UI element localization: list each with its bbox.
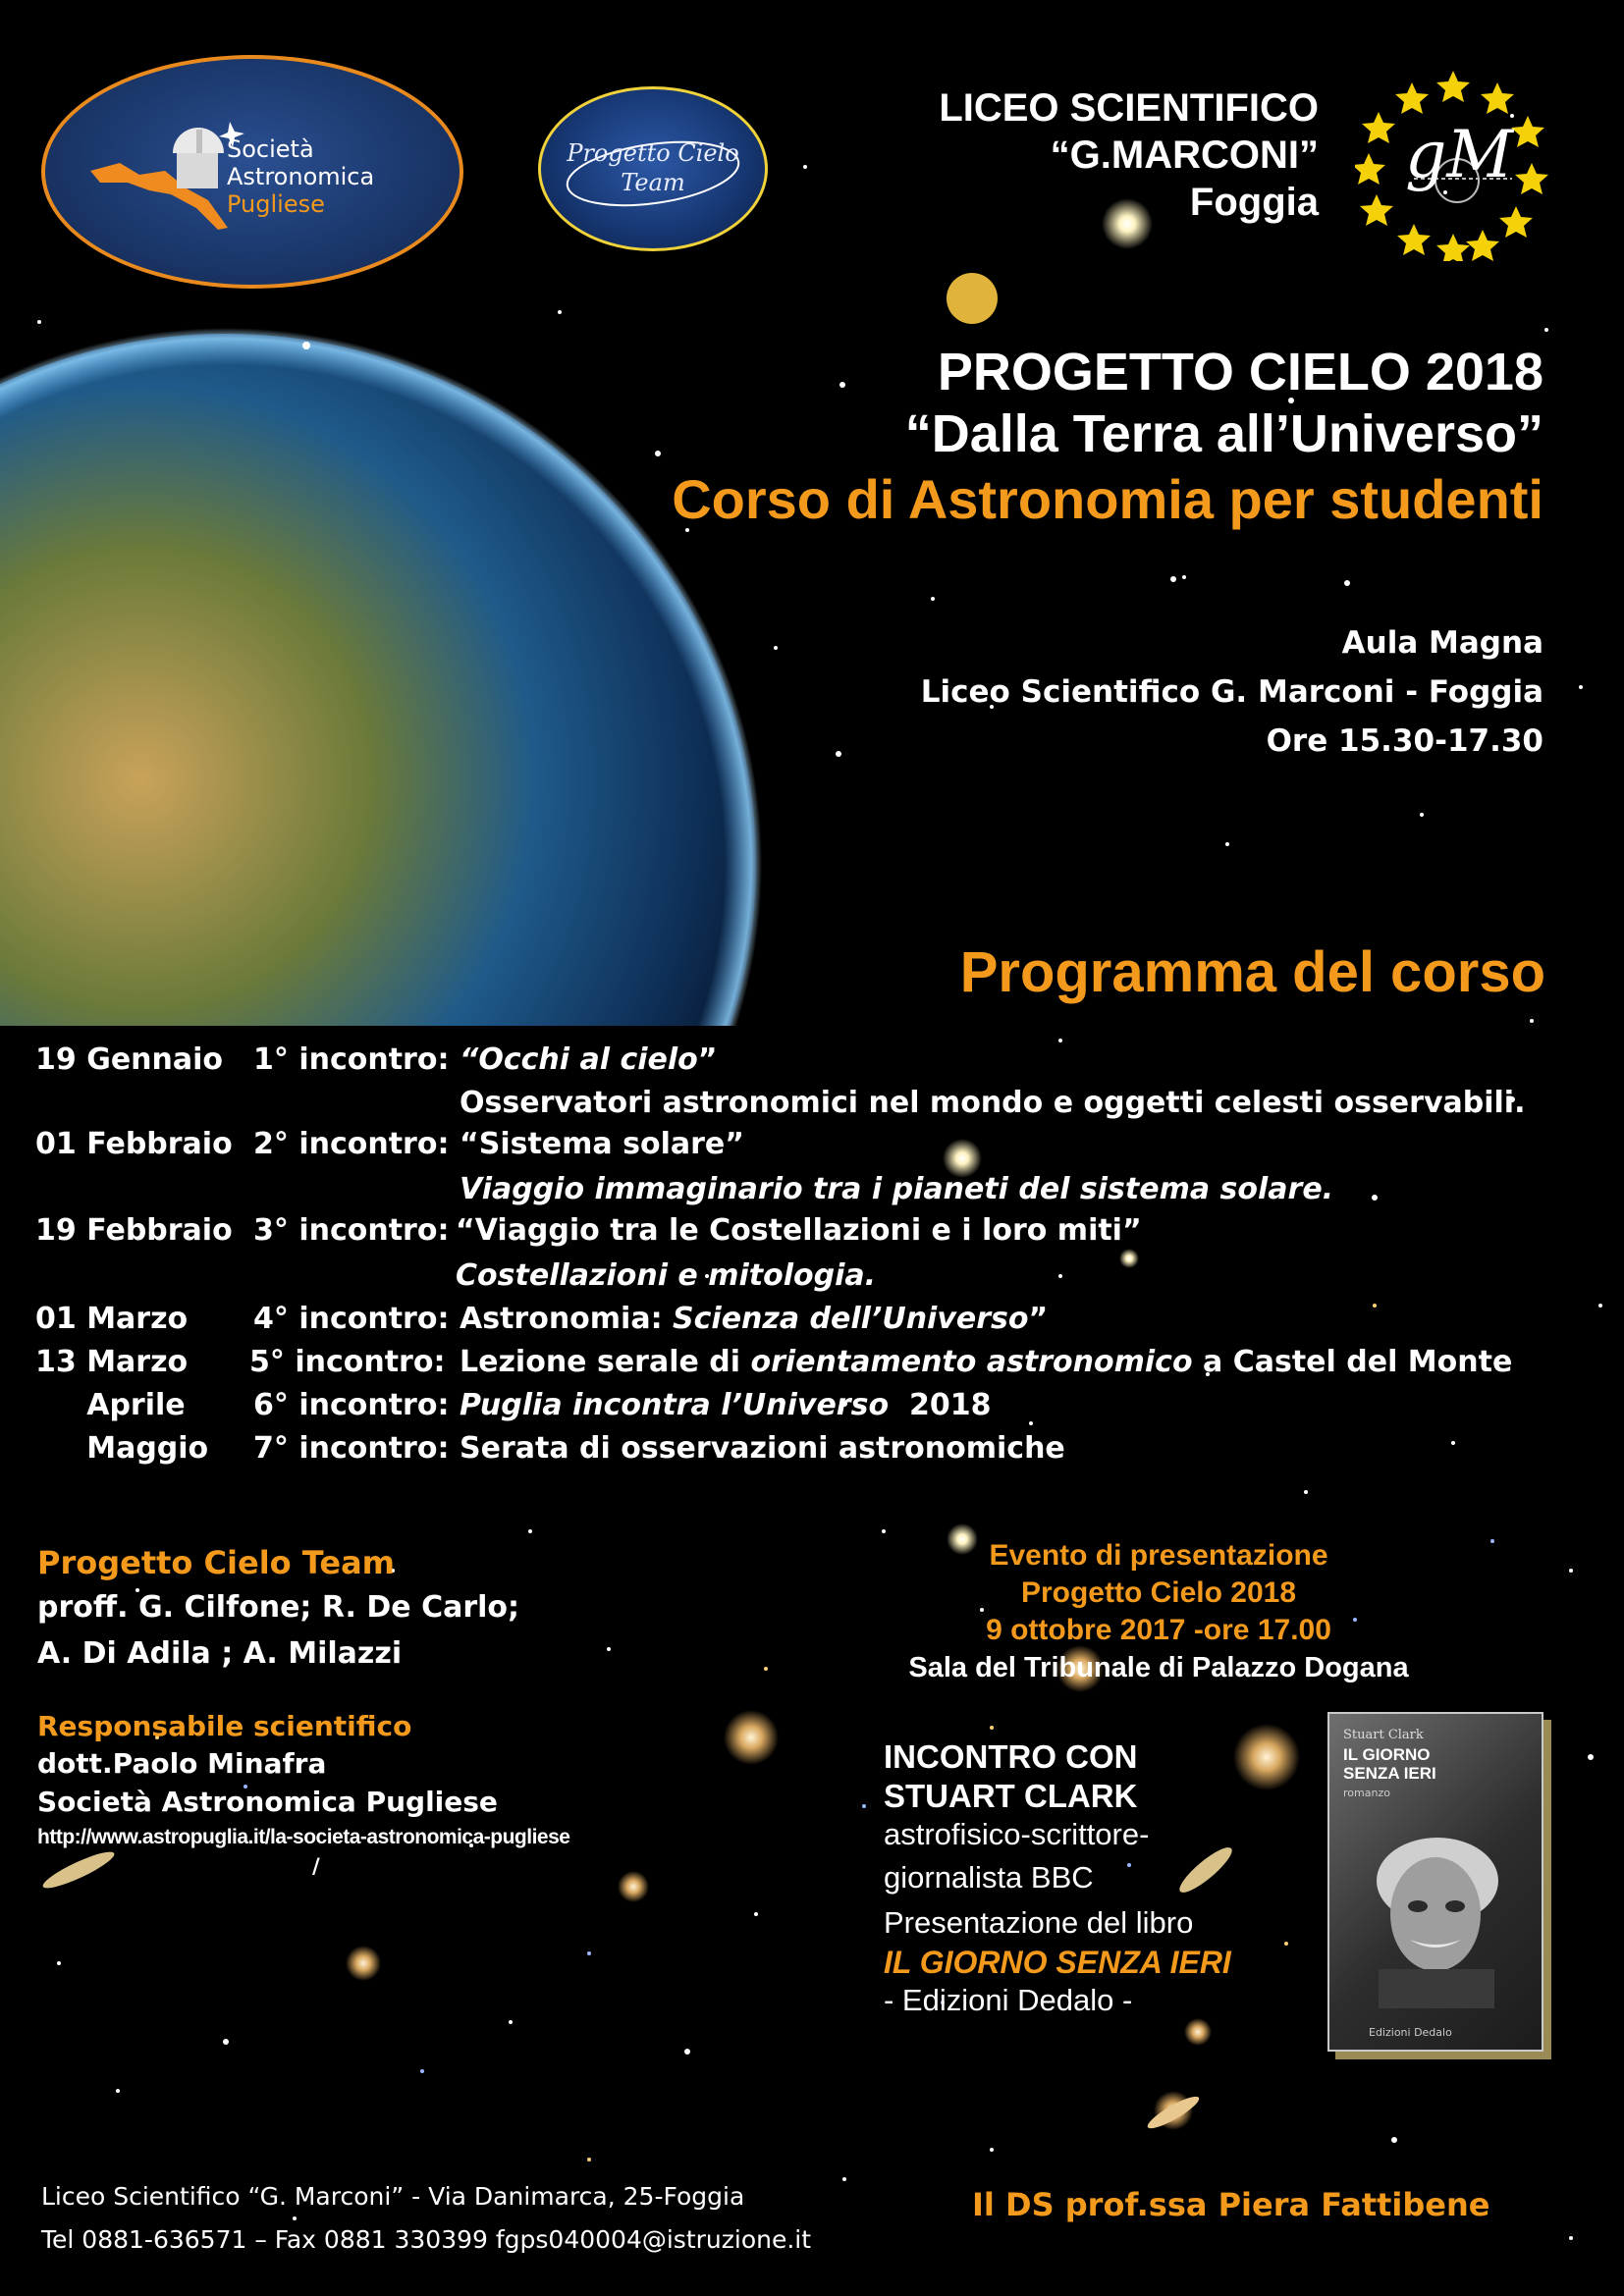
programma-date: 01 Febbraio xyxy=(35,1127,233,1161)
venue-time: Ore 15.30-17.30 xyxy=(1266,723,1543,759)
responsabile-title: Responsabile scientifico xyxy=(37,1710,412,1742)
programma-subtitle: Viaggio immaginario tra i pianeti del sistema solare. xyxy=(460,1172,1334,1206)
book-subtitle: romanzo xyxy=(1343,1787,1390,1799)
programma-subtitle: Osservatori astronomici nel mondo e oggetti celesti osservabili. xyxy=(460,1086,1526,1120)
book-author: Stuart Clark xyxy=(1343,1728,1424,1742)
programma-incontro-number: 1° incontro: xyxy=(253,1042,450,1077)
programma-description: Astronomia: Scienza dell’Universo” xyxy=(460,1302,1049,1336)
programma-incontro-number: 4° incontro: xyxy=(253,1302,450,1336)
responsabile-name: dott.Paolo Minafra xyxy=(37,1747,327,1780)
programma-incontro-number: 6° incontro: xyxy=(253,1388,450,1422)
logo-line-progetto-cielo: Progetto Cielo xyxy=(567,139,739,167)
team-members-line2: A. Di Adila ; A. Milazzi xyxy=(37,1636,403,1671)
incontro-publisher: - Edizioni Dedalo - xyxy=(884,1983,1133,2017)
footer-contacts: Tel 0881-636571 – Fax 0881 330399 fgps040004@istruzione.it xyxy=(41,2225,812,2254)
incontro-guest-role2: giornalista BBC xyxy=(884,1860,1094,1895)
book-cover-image xyxy=(1327,1712,1543,2052)
programma-date: 13 Marzo xyxy=(35,1345,189,1379)
programma-description: “Viaggio tra le Costellazioni e i loro miti” xyxy=(456,1213,1142,1248)
programma-date: Aprile xyxy=(35,1388,186,1422)
programma-incontro-number: 5° incontro: xyxy=(249,1345,446,1379)
venue-room: Aula Magna xyxy=(1341,625,1543,661)
gm-emblem-text: gM xyxy=(1405,117,1513,192)
einstein-portrait-icon xyxy=(1349,1812,1522,2008)
programma-description: “Occhi al cielo” xyxy=(460,1042,718,1077)
programma-description: Lezione serale di orientamento astronomico a Castel del Monte xyxy=(460,1345,1513,1379)
venue-school: Liceo Scientifico G. Marconi - Foggia xyxy=(920,674,1543,710)
project-subtitle: “Dalla Terra all’Universo” xyxy=(904,404,1543,463)
programma-description: Serata di osservazioni astronomiche xyxy=(460,1431,1065,1466)
evento-location: Sala del Tribunale di Palazzo Dogana xyxy=(908,1652,1409,1683)
logo-line-societa: Società xyxy=(227,135,314,163)
incontro-book-title: IL GIORNO SENZA IERI xyxy=(884,1945,1231,1980)
programma-description: “Sistema solare” xyxy=(460,1127,744,1161)
progetto-cielo-team-logo xyxy=(538,86,768,251)
programma-date: 01 Marzo xyxy=(35,1302,189,1336)
book-publisher: Edizioni Dedalo xyxy=(1369,2026,1452,2039)
responsabile-website-slash: / xyxy=(312,1854,320,1878)
evento-date: 9 ottobre 2017 -ore 17.00 xyxy=(986,1614,1331,1646)
school-name-line1: LICEO SCIENTIFICO xyxy=(939,86,1319,130)
logo-line-team: Team xyxy=(621,169,685,196)
team-title: Progetto Cielo Team xyxy=(37,1544,396,1581)
gm-emblem-logo xyxy=(1355,65,1551,261)
logo-line-pugliese: Pugliese xyxy=(227,190,325,218)
footer-address: Liceo Scientifico “G. Marconi” - Via Danimarca, 25-Foggia xyxy=(41,2182,745,2211)
programma-date: Maggio xyxy=(35,1431,209,1466)
evento-project: Progetto Cielo 2018 xyxy=(1020,1576,1297,1609)
incontro-guest-role: astrofisico-scrittore- xyxy=(884,1817,1150,1851)
team-members-line1: proff. G. Cilfone; R. De Carlo; xyxy=(37,1590,520,1625)
societa-astronomica-pugliese-logo xyxy=(41,55,463,289)
programma-date: 19 Febbraio xyxy=(35,1213,233,1248)
evento-title: Evento di presentazione xyxy=(989,1539,1328,1572)
incontro-guest: STUART CLARK xyxy=(884,1778,1138,1814)
programma-subtitle: Costellazioni e mitologia. xyxy=(456,1258,876,1293)
programma-incontro-number: 2° incontro: xyxy=(253,1127,450,1161)
book-title-line1: IL GIORNO xyxy=(1343,1745,1431,1764)
book-title-line2: SENZA IERI xyxy=(1343,1764,1436,1783)
course-title: Corso di Astronomia per studenti xyxy=(672,468,1543,530)
programma-incontro-number: 7° incontro: xyxy=(253,1431,450,1466)
programma-incontro-number: 3° incontro: xyxy=(253,1213,450,1248)
incontro-heading: INCONTRO CON xyxy=(884,1738,1138,1775)
school-city: Foggia xyxy=(1189,181,1319,224)
programma-title: Programma del corso xyxy=(959,940,1545,1004)
project-title: PROGETTO CIELO 2018 xyxy=(937,343,1543,401)
footer-ds-signature: Il DS prof.ssa Piera Fattibene xyxy=(972,2186,1490,2223)
logo-line-astronomica: Astronomica xyxy=(227,163,375,190)
responsabile-website-link[interactable]: http://www.astropuglia.it/la-societa-astronomica-pugliese xyxy=(37,1826,570,1848)
programma-date: 19 Gennaio xyxy=(35,1042,224,1077)
incontro-book-intro: Presentazione del libro xyxy=(884,1905,1194,1940)
programma-description: Puglia incontra l’Universo 2018 xyxy=(460,1388,992,1422)
school-name-line2: “G.MARCONI” xyxy=(1050,133,1319,177)
responsabile-society: Società Astronomica Pugliese xyxy=(37,1786,498,1818)
